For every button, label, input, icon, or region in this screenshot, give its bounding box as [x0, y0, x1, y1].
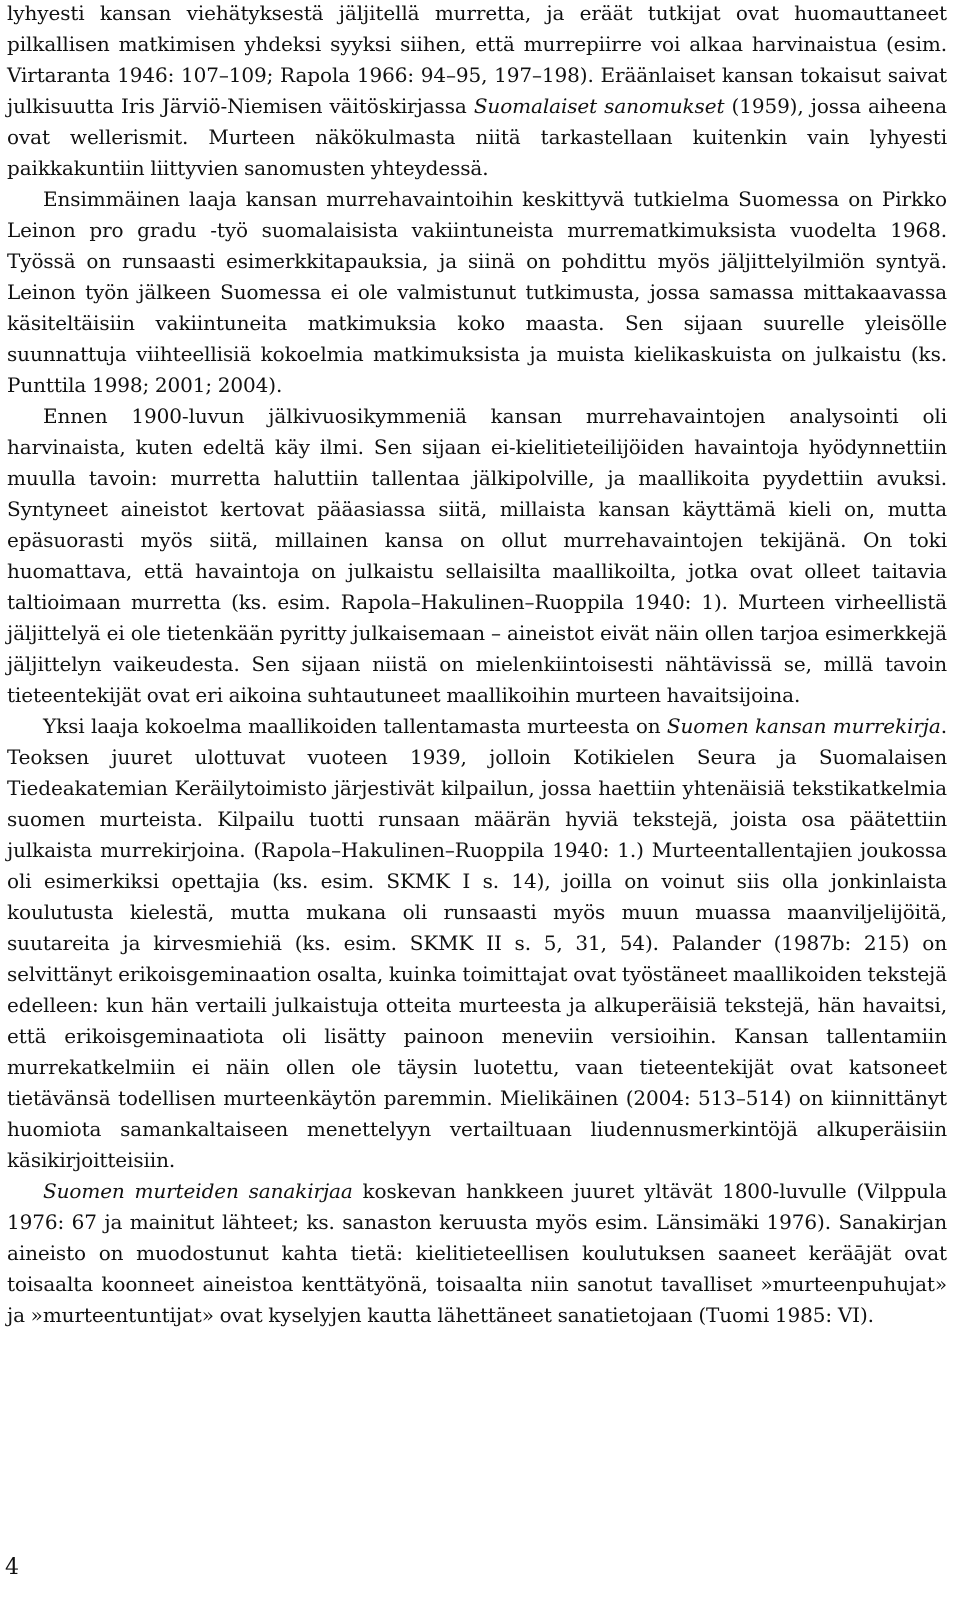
paragraph-text: lyhyesti kansan viehätyksestä jäljitellä murretta, ja eräät tutkijat ovat huomauttaneet pilkallisen matkimisen yhdeksi syyksi siihen, että murrepiirre voi alkaa harvinaistua (esim. Virtaranta 1946: 107–109; Rapola 1966: 94–95, 197–198). Eräänlaiset kansan tokaisut saivat julkisuutta Iris Järviö-Niemisen väitöskirjassa: [7, 1, 947, 118]
body-text: [7, 0, 947, 1331]
paragraph-text: (1959), jossa aiheena ovat wellerismit. Murteen näkökulmasta niitä tarkastellaan kuitenkin vain lyhyesti paikkakuntiin liittyvien sanomusten yhteydessä.: [7, 94, 948, 180]
paragraph-text: Ennen 1900-luvun jälkivuosikymmeniä kansan murrehavaintojen analysointi oli harvinaista, kuten edeltä käy ilmi. Sen sijaan ei-kielitieteilijöiden havaintoja hyödynnettiin muulla tavoin: murretta haluttiin tallentaa jälkipolville, ja maallikoita pyydettiin avuksi. Syntyneet aineistot kertovat pääasiassa siitä, millaista kansan käyttämä kieli on, mutta epäsuorasti myös siitä, millainen kansa on ollut murrehavaintojen tekijänä. On toki huomattava, että havaintoja on julkaistu sellaisilta maallikoilta, jotka ovat olleet taitavia taltioimaan murretta (ks. esim. Rapola–Hakulinen–Ruoppila 1940: 1). Murteen virheellistä jäljittelyä ei ole tietenkään pyritty julkaisemaan – aineistot eivät näin ollen tarjoa esimerkkejä jäljittelyn vaikeudesta. Sen sijaan niistä on mielenkiintoisesti nähtävissä se, millä tavoin tieteentekijät ovat eri aikoina suhtautuneet maallikoihin murteen havaitsijoina.: [7, 404, 947, 707]
paragraph-text: koskevan hankkeen juuret yltävät 1800-luvulle (Vilppula 1976: 67 ja mainitut lähteet; ks. sanaston keruusta myös esim. Länsimäki 1976). Sanakirjan aineisto on muodostunut kahta tietä: kielitieteellisen koulutuksen saaneet keräājät ovat toisaalta koonneet aineistoa kenttätyönä, toisaalta niin sanotut tavalliset »murteenpuhujat» ja »murteentuntijat» ovat kyselyjen kautta lähettäneet sanatietojaan (Tuomi 1985: VI).: [7, 1179, 947, 1327]
italic-title: Suomalaiset sanomukset: [473, 94, 725, 118]
italic-title: Suomen murteiden sanakirjaa: [43, 1179, 353, 1203]
document-page: [7, 0, 947, 1331]
paragraph: [7, 401, 947, 711]
paragraph: [7, 0, 947, 184]
paragraph-text: . Teoksen juuret ulottuvat vuoteen 1939, jolloin Kotikielen Seura ja Suomalaisen Tiedeakatemian Keräilytoimisto järjestivät kilpailun, jossa haettiin yhtenäisiä tekstikatkelmia suomen murteista. Kilpailu tuotti runsaan määrän hyviä tekstejä, joista osa päätettiin julkaista murrekirjoina. (Rapola–Hakulinen–Ruoppila 1940: 1.) Murteentallentajien joukossa oli esimerkiksi opettajia (ks. esim. SKMK I s. 14), joilla on voinut siis olla jonkinlaista koulutusta kielestä, mutta mukana oli runsaasti myös muun muassa maanviljelijöitä, suutareita ja kirvesmiehiä (ks. esim. SKMK II s. 5, 31, 54). Palander (1987b: 215) on selvittänyt erikoisgeminaation osalta, kuinka toimittajat ovat työstäneet maallikoiden tekstejä edelleen: kun hän vertaili julkaistuja otteita murteesta ja alkuperäisiä tekstejä, hän havaitsi, että erikoisgeminaatiota oli lisätty painoon meneviin versioihin. Kansan tallentamiin murrekatkelmiin ei näin ollen ole täysin luotettu, vaan tieteentekijät ovat katsoneet tietävänsä todellisen murteenkäytön paremmin. Mielikäinen (2004: 513–514) on kiinnittänyt huomiota samankaltaiseen menettelyyn vertailtuaan liudennusmerkintöjä alkuperäisiin käsikirjoitteisiin.: [7, 714, 947, 1172]
page-number: 4: [5, 1555, 19, 1580]
paragraph-text: Ensimmäinen laaja kansan murrehavaintoihin keskittyvä tutkielma Suomessa on Pirkko Leinon pro gradu -työ suomalaisista vakiintuneista murrematkimuksista vuodelta 1968. Työssä on runsaasti esimerkkitapauksia, ja siinä on pohdittu myös jäljittelyilmiön syntyä. Leinon työn jälkeen Suomessa ei ole valmistunut tutkimusta, jossa samassa mittakaavassa käsiteltäisiin vakiintuneita matkimuksia koko maasta. Sen sijaan suurelle yleisölle suunnattuja viihteellisiä kokoelmia matkimuksista ja muista kielikaskuista on julkaistu (ks. Punttila 1998; 2001; 2004).: [7, 187, 947, 397]
paragraph-text: Yksi laaja kokoelma maallikoiden tallentamasta murteesta on: [43, 714, 667, 738]
paragraph: [7, 1176, 947, 1331]
italic-title: Suomen kansan murrekirja: [666, 714, 941, 738]
paragraph: [7, 184, 947, 401]
paragraph: [7, 711, 947, 1176]
